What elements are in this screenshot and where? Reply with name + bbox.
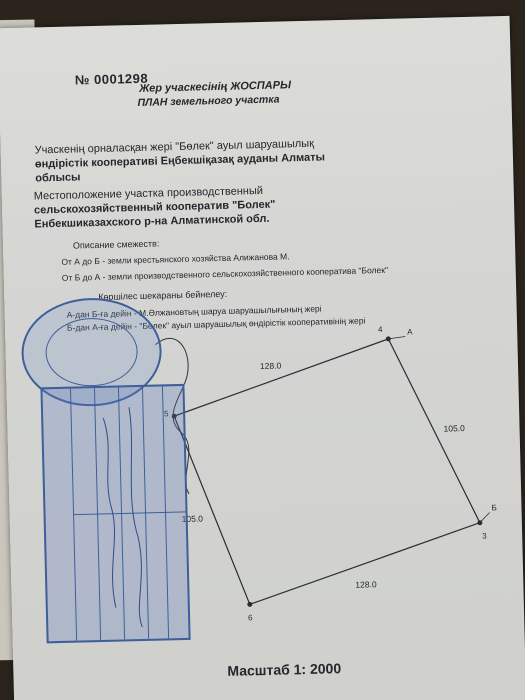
title-russian: ПЛАН земельного участка — [137, 93, 280, 109]
boundary-kz-line-1: А-дан Б-ға дейін - М.Әлжановтың шаруа шаруашылығының жері — [66, 303, 322, 320]
round-seal-inner-ring — [45, 317, 139, 387]
scale-label: Масштаб 1: 2000 — [227, 660, 342, 679]
location-kz-line-2: өндірістік кооперативі Еңбекшіқазақ ауданы Алматы — [34, 151, 326, 171]
point-4-label: 4 — [378, 325, 383, 335]
location-ru-line-1: Местоположение участка производственный — [33, 184, 264, 203]
marker-a-label: А — [407, 327, 413, 337]
side-bottom-length: 128.0 — [355, 579, 377, 590]
boundary-a-to-b: От А до Б - земли крестьянского хозяйства Алижанова М. — [61, 251, 290, 267]
document-number: № 0001298 — [74, 70, 149, 88]
plot-boundary — [172, 337, 481, 606]
boundaries-heading-ru: Описание смежеств: — [72, 238, 160, 251]
side-left-length: 105.0 — [181, 513, 204, 525]
side-top-length: 128.0 — [259, 360, 282, 372]
location-kz-line-3: облысы — [35, 171, 81, 185]
point-3-label: 3 — [482, 531, 487, 541]
edge-fragment-1 — [2, 462, 12, 472]
boundary-kz-line-2: Б-дан А-ға дейін - "Бөлек" ауыл шаруашылық өндірістік кооперативінің жері — [66, 315, 366, 333]
boundary-b-to-a: От Б до А - земли производственного сельскохозяйственного кооператива "Болек" — [61, 264, 389, 283]
marker-b-label: Б — [491, 503, 497, 513]
land-plot-plan-document — [0, 16, 525, 700]
location-ru-line-2: сельскохозяйственный кооператив "Болек" — [33, 198, 276, 217]
registration-stamp-grid — [42, 386, 188, 641]
location-ru-line-3: Енбекшиказахского р-на Алматинской обл. — [34, 212, 270, 231]
title-kazakh: Жер учаскесінің ЖОСПАРЫ — [139, 79, 292, 95]
boundaries-heading-kz: Көршілес шекараны бейнелеу: — [98, 288, 228, 302]
point-6-marker — [247, 602, 252, 607]
marker-a-leader — [388, 336, 405, 338]
point-6-label: 6 — [248, 613, 253, 623]
point-4-marker — [386, 336, 391, 341]
registration-stamp — [40, 384, 190, 643]
side-right-length: 105.0 — [443, 423, 465, 434]
point-5-label: 5 — [164, 409, 169, 419]
location-kz-line-1: Учаскенің орналасқан жері "Бөлек" ауыл шаруашылық — [34, 137, 315, 157]
